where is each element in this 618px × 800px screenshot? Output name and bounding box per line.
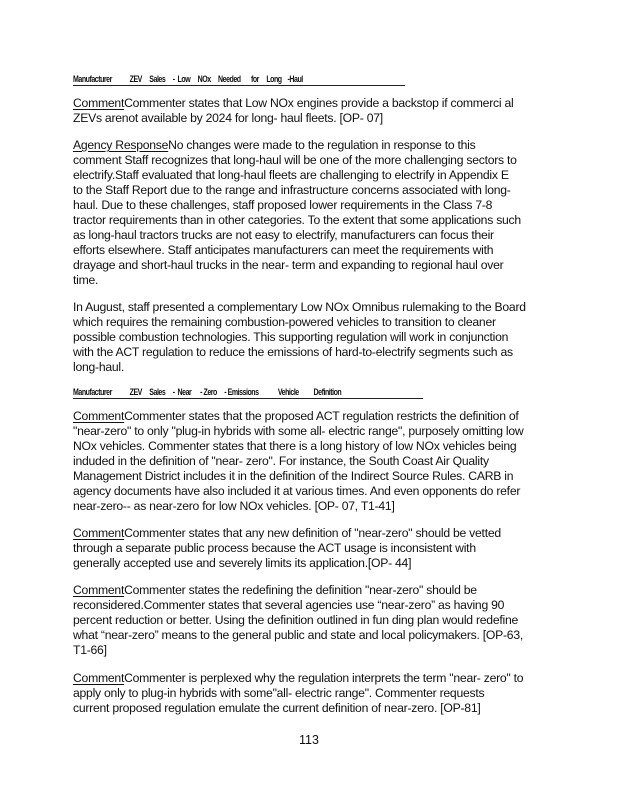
text-line [73,439,553,454]
line-text: long-haul. [73,360,125,374]
paragraph-comment [73,409,553,514]
line-text: to the Staff Report due to the range and infrastructure concerns associated with long- [73,183,511,197]
text-line [73,556,553,571]
text-line [73,300,553,315]
line-text: Commenter states that Low NOx engines provide a backstop if commerci al [124,96,514,110]
line-text: through a separate public process because the ACT usage is inconsistent with [73,541,476,555]
text-line [73,628,553,643]
line-text: reconsidered.Commenter states that several agencies use “near-zero” as having 90 [73,598,505,612]
text-line [73,243,553,258]
section-heading-near-zero [73,387,423,399]
line-text: what “near-zero” means to the general public and state and local policymakers. [OP-63, [73,628,523,642]
paragraph-label: Comment [73,96,125,110]
line-text: apply only to plug-in hybrids with some"all- electric range". Commenter requests [73,686,485,700]
section-heading-low-nox [73,74,405,86]
text-line [73,643,553,658]
line-text: which requires the remaining combustion-powered vehicles to transition to cleaner [73,315,496,329]
line-text: tractor requirements than in other categories. To the extent that some applications such [73,213,521,227]
line-text: electrify.Staff evaluated that long-haul fleets are challenging to electrify in Appendix E [73,168,509,182]
line-text: near-zero-- as near-zero for low NOx vehicles. [OP- 07, T1-41] [73,499,395,513]
text-line [73,330,553,345]
line-text: Commenter states that any new definition of "near-zero" should be vetted [124,526,501,540]
line-text: with the ACT regulation to reduce the emissions of hard-to-electrify segments such as [73,345,513,359]
line-text: NOx vehicles. Commenter states that there is a long history of low NOx vehicles being [73,439,517,453]
line-text: current proposed regulation emulate the current definition of near-zero. [OP-81] [73,701,481,715]
text-line [73,213,553,228]
text-line [73,228,553,243]
text-line [73,686,553,701]
paragraph-comment [73,526,553,571]
text-line [73,424,553,439]
paragraph-label: Comment [73,671,125,685]
line-text: Commenter is perplexed why the regulation interprets the term "near- zero" to [124,671,524,685]
line-text: Commenter states the redefining the definition "near-zero" should be [124,583,477,597]
text-line [73,168,553,183]
text-line [73,315,553,330]
line-text: Management District includes it in the definition of the Indirect Source Rules. CARB in [73,469,514,483]
line-text: generally accepted use and severely limits its application.[OP- 44] [73,556,412,570]
line-text: drayage and short-haul trucks in the near- term and expanding to regional haul over [73,258,504,272]
text-line [73,613,553,628]
paragraph-label: Comment [73,583,125,597]
line-text: Commenter states that the proposed ACT regulation restricts the definition of [124,409,519,423]
heading-text: Manufacturer ZEV Sales - Low NOx Needed for Long -Haul [73,74,303,84]
paragraph-label: Comment [73,409,125,423]
line-text: induded in the definition of "near- zero". For instance, the South Coast Air Quality [73,454,489,468]
text-line [73,541,553,556]
line-text: T1-66] [73,643,107,657]
line-text: comment Staff recognizes that long-haul will be one of the more challenging sectors to [73,153,517,167]
text-line [73,454,553,469]
text-line [73,484,553,499]
text-line [73,345,553,360]
text-line [73,198,553,213]
paragraph-label: Agency Response [73,138,169,152]
line-text: No changes were made to the regulation in response to this [168,138,476,152]
text-line [73,258,553,273]
text-line [73,96,553,111]
line-text: time. [73,273,99,287]
line-text: In August, staff presented a complementary Low NOx Omnibus rulemaking to the Board [73,300,526,314]
text-line [73,273,553,288]
paragraph-label: Comment [73,526,125,540]
paragraph [73,300,553,375]
line-text: "near-zero" to only "plug-in hybrids with some all- electric range", purposely omitting low [73,424,524,438]
line-text: possible combustion technologies. This supporting regulation will work in conjunction [73,330,509,344]
text-line [73,183,553,198]
text-line [73,469,553,484]
text-line [73,526,553,541]
text-line [73,360,553,375]
paragraph-agency-response [73,138,553,288]
text-line [73,701,553,716]
line-text: percent reduction or better. Using the definition outlined in fun ding plan would redefine [73,613,518,627]
line-text: efforts elsewhere. Staff anticipates manufacturers can meet the requirements with [73,243,494,257]
heading-text: Manufacturer ZEV Sales - Near - Zero - Emissions Vehicle Definition [73,387,342,397]
text-line [73,111,553,126]
text-line [73,153,553,168]
paragraph-comment [73,671,553,716]
text-line [73,583,553,598]
line-text: as long-haul tractors trucks are not easy to electrify, manufacturers can focus their [73,228,494,242]
text-line [73,671,553,686]
page-number: 113 [299,733,319,747]
paragraph-comment [73,96,553,126]
text-line [73,138,553,153]
text-line [73,499,553,514]
text-line [73,409,553,424]
paragraph-comment [73,583,553,658]
line-text: haul. Due to these challenges, staff proposed lower requirements in the Class 7-8 [73,198,493,212]
line-text: agency documents have also included it at various times. And even opponents do refer [73,484,521,498]
text-line [73,598,553,613]
line-text: ZEVs arenot available by 2024 for long- haul fleets. [OP- 07] [73,111,383,125]
